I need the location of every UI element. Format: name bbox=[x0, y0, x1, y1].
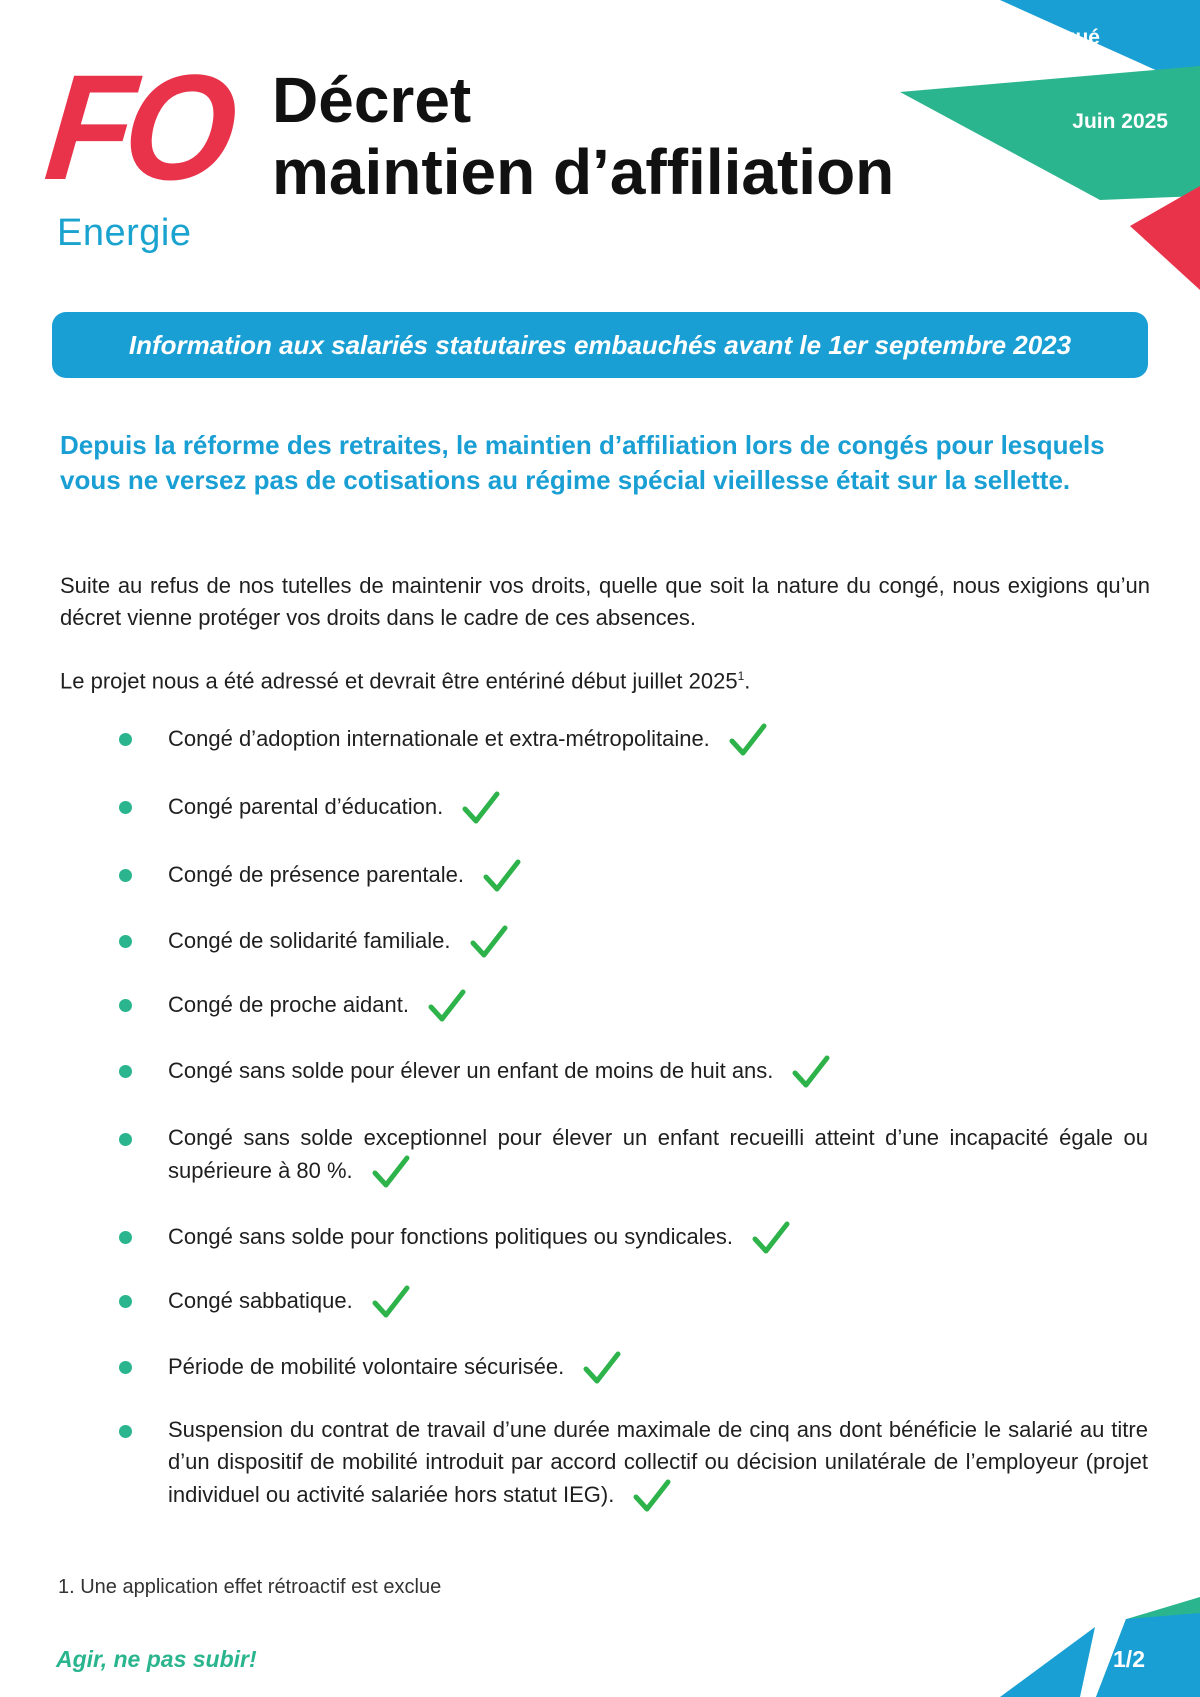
list-item-text: Congé de présence parentale. bbox=[168, 858, 1148, 894]
list-item-text: Congé sans solde pour fonctions politiques ou syndicales. bbox=[168, 1220, 1148, 1256]
checkmark-icon bbox=[371, 1154, 411, 1190]
bullet-icon bbox=[119, 935, 132, 948]
bullet-icon bbox=[119, 1295, 132, 1308]
bullet-icon bbox=[119, 801, 132, 814]
checkmark-icon bbox=[791, 1054, 831, 1090]
body-paragraph-2: Le projet nous a été adressé et devrait être entériné début juillet 2025$^1$. bbox=[60, 668, 751, 694]
logo-mark: FO bbox=[39, 43, 235, 211]
list-item-text: Congé sans solde pour élever un enfant de moins de huit ans. bbox=[168, 1054, 1148, 1090]
footnote-reference: 1 bbox=[737, 669, 745, 683]
footnote-number: 1 bbox=[58, 1576, 70, 1598]
corner-decoration-bottom bbox=[1000, 1557, 1200, 1697]
list-item-text: Congé d’adoption internationale et extra-métropolitaine. bbox=[168, 722, 1148, 758]
checkmark-icon bbox=[469, 924, 509, 960]
title-line-2: maintien d’affiliation bbox=[272, 136, 895, 208]
fo-energie-logo bbox=[39, 43, 235, 254]
checkmark-icon bbox=[427, 988, 467, 1024]
list-item-text: Congé sans solde exceptionnel pour élever un enfant recueilli atteint d’une incapacité égale ou supérieure à 80 %. bbox=[168, 1122, 1148, 1190]
checkmark-icon bbox=[582, 1350, 622, 1386]
checkmark-icon bbox=[632, 1478, 672, 1514]
list-item-text: Période de mobilité volontaire sécurisée. bbox=[168, 1350, 1148, 1386]
logo-subtitle: Energie bbox=[57, 212, 192, 254]
checkmark-icon bbox=[461, 790, 501, 826]
list-item-text: Suspension du contrat de travail d’une durée maximale de cinq ans dont bénéficie le salarié au titre d’un dispositif de mobilité introduit par accord collectif ou décision unilatérale de l’employeur (projet individuel ou activité salariée hors statut IEG). bbox=[168, 1414, 1148, 1514]
page-number: 1/2 bbox=[1113, 1646, 1145, 1672]
list-item-text: Congé sabbatique. bbox=[168, 1284, 1148, 1320]
checkmark-icon bbox=[751, 1220, 791, 1256]
date-label: Juin 2025 bbox=[1072, 110, 1168, 133]
checkmark-icon bbox=[371, 1284, 411, 1320]
checkmark-icon bbox=[482, 858, 522, 894]
footer-slogan: Agir, ne pas subir! bbox=[56, 1646, 257, 1672]
bullet-icon bbox=[119, 999, 132, 1012]
info-banner: Information aux salariés statutaires embauchés avant le 1er septembre 2023 bbox=[52, 312, 1148, 378]
page-title bbox=[272, 64, 894, 208]
body-paragraph-2-text: Le projet nous a été adressé et devrait être entériné début juillet 2025 bbox=[60, 668, 738, 694]
lead-paragraph: Depuis la réforme des retraites, le maintien d’affiliation lors de congés pour lesquels vous ne versez pas de cotisations au régime spécial vieillesse était sur la sellette. bbox=[60, 430, 1105, 495]
body-paragraph-1: Suite au refus de nos tutelles de maintenir vos droits, quelle que soit la nature du congé, nous exigions qu’un décret vienne protéger vos droits dans le cadre de ces absences. bbox=[60, 573, 1150, 630]
bullet-icon bbox=[119, 1065, 132, 1078]
footnote bbox=[58, 1576, 441, 1599]
bullet-icon bbox=[119, 1361, 132, 1374]
document-type-label: Communiqué bbox=[965, 26, 1100, 49]
checkmark-icon bbox=[728, 722, 768, 758]
bullet-icon bbox=[119, 1133, 132, 1146]
bullet-icon bbox=[119, 1425, 132, 1438]
list-item-text: Congé parental d’éducation. bbox=[168, 790, 1148, 826]
bullet-icon bbox=[119, 733, 132, 746]
title-line-1: Décret bbox=[272, 64, 472, 136]
bullet-icon bbox=[119, 1231, 132, 1244]
list-item-text: Congé de proche aidant. bbox=[168, 988, 1148, 1024]
bullet-icon bbox=[119, 869, 132, 882]
footnote-text: . Une application effet rétroactif est exclue bbox=[69, 1576, 442, 1598]
list-item-text: Congé de solidarité familiale. bbox=[168, 924, 1148, 960]
